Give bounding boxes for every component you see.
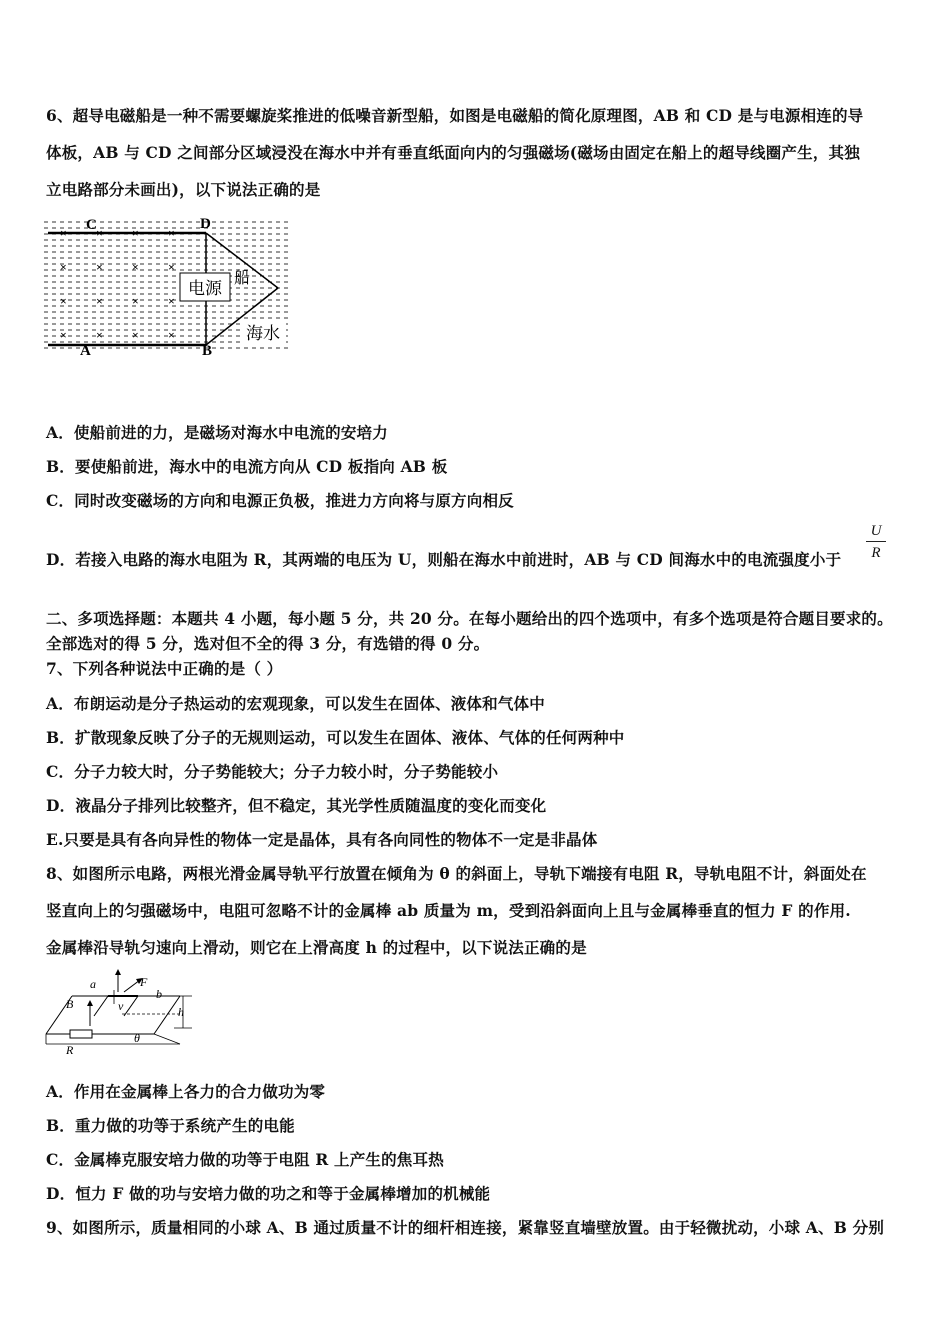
svg-text:×: × bbox=[96, 294, 103, 308]
label-theta: θ bbox=[134, 1031, 140, 1045]
q8-incline-rail-diagram bbox=[42, 968, 202, 1060]
q7-option-e: E.只要是具有各向异性的物体一定是晶体，具有各向同性的物体不一定是非晶体 bbox=[46, 830, 598, 849]
fraction-u-over-r bbox=[866, 521, 886, 564]
svg-text:×: × bbox=[168, 328, 175, 342]
svg-text:×: × bbox=[96, 328, 103, 342]
svg-text:×: × bbox=[96, 226, 103, 240]
section2-line-2: 全部选对的得 5 分，选对但不全的得 3 分，有选错的得 0 分。 bbox=[46, 634, 490, 653]
q8-option-a: A．作用在金属棒上各力的合力做功为零 bbox=[46, 1082, 326, 1101]
q8-stem-line-1: 8、如图所示电路，两根光滑金属导轨平行放置在倾角为 θ 的斜面上，导轨下端接有电阻 R，导轨电阻不计，斜面处在 bbox=[46, 864, 867, 883]
svg-text:×: × bbox=[168, 226, 175, 240]
label-c: C bbox=[86, 217, 97, 233]
label-d: D bbox=[200, 216, 211, 232]
power-source-label: 电源 bbox=[188, 279, 222, 298]
q6-stem-line-3: 立电路部分未画出)，以下说法正确的是 bbox=[46, 180, 321, 199]
svg-text:×: × bbox=[168, 294, 175, 308]
q8-stem-line-2: 竖直向上的匀强磁场中，电阻可忽略不计的金属棒 ab 质量为 m，受到沿斜面向上且与金属棒垂直的恒力 F 的作用. bbox=[46, 901, 851, 920]
q8-stem-line-3: 金属棒沿导轨匀速向上滑动，则它在上滑高度 h 的过程中，以下说法正确的是 bbox=[46, 938, 587, 957]
q7-stem: 7、下列各种说法中正确的是（ ） bbox=[46, 659, 283, 678]
q6-option-a: A．使船前进的力，是磁场对海水中电流的安培力 bbox=[46, 423, 388, 442]
svg-text:×: × bbox=[132, 260, 139, 274]
svg-text:×: × bbox=[132, 226, 139, 240]
q8-option-b: B．重力做的功等于系统产生的电能 bbox=[46, 1116, 295, 1135]
label-velocity-v: v bbox=[118, 999, 124, 1013]
fraction-numerator: U bbox=[866, 521, 886, 542]
q7-option-d: D．液晶分子排列比较整齐，但不稳定，其光学性质随温度的变化而变化 bbox=[46, 796, 547, 815]
q7-option-b: B．扩散现象反映了分子的无规则运动，可以发生在固体、液体、气体的任何两种中 bbox=[46, 728, 625, 747]
q6-ship-diagram bbox=[44, 213, 294, 358]
label-height-h: h bbox=[178, 1005, 184, 1019]
label-b: B bbox=[202, 343, 213, 358]
svg-text:×: × bbox=[60, 328, 67, 342]
label-force-f: F bbox=[140, 975, 148, 989]
label-sea: 海水 bbox=[246, 324, 280, 343]
q6-stem-line-2: 体板，AB 与 CD 之间部分区域浸没在海水中并有垂直纸面向内的匀强磁场(磁场由固定在船上的超导线圈产生，其独 bbox=[46, 143, 860, 162]
fraction-denominator: R bbox=[871, 545, 881, 561]
svg-text:×: × bbox=[60, 294, 67, 308]
q6-option-b: B．要使船前进，海水中的电流方向从 CD 板指向 AB 板 bbox=[46, 457, 448, 476]
q8-option-c: C．金属棒克服安培力做的功等于电阻 R 上产生的焦耳热 bbox=[46, 1150, 444, 1169]
label-a: A bbox=[80, 343, 91, 358]
svg-text:×: × bbox=[96, 260, 103, 274]
resistor-r bbox=[70, 1030, 92, 1038]
label-b-rod: b bbox=[156, 987, 162, 1001]
svg-text:×: × bbox=[168, 260, 175, 274]
q6-stem-line-1: 6、超导电磁船是一种不需要螺旋桨推进的低噪音新型船，如图是电磁船的简化原理图，AB 和 CD 是与电源相连的导 bbox=[46, 106, 864, 125]
q9-stem: 9、如图所示，质量相同的小球 A、B 通过质量不计的细杆相连接，紧靠竖直墙壁放置。由于轻微扰动，小球 A、B 分别 bbox=[46, 1218, 885, 1237]
q8-option-d: D．恒力 F 做的功与安培力做的功之和等于金属棒增加的机械能 bbox=[46, 1184, 491, 1203]
q6-option-d: D．若接入电路的海水电阻为 R，其两端的电压为 U，则船在海水中前进时，AB 与 CD 间海水中的电流强度小于 bbox=[46, 550, 842, 569]
q7-option-c: C．分子力较大时，分子势能较大；分子力较小时，分子势能较小 bbox=[46, 762, 499, 781]
svg-text:×: × bbox=[132, 328, 139, 342]
svg-text:×: × bbox=[132, 294, 139, 308]
svg-text:×: × bbox=[60, 226, 67, 240]
q6-option-c: C．同时改变磁场的方向和电源正负极，推进力方向将与原方向相反 bbox=[46, 491, 514, 510]
label-ship: 船 bbox=[234, 270, 251, 287]
label-a-rod: a bbox=[90, 977, 96, 991]
q7-option-a: A．布朗运动是分子热运动的宏观现象，可以发生在固体、液体和气体中 bbox=[46, 694, 545, 713]
svg-text:×: × bbox=[60, 260, 67, 274]
label-b-field: B bbox=[66, 997, 74, 1011]
label-resistor-r: R bbox=[66, 1043, 74, 1057]
section2-line-1: 二、多项选择题：本题共 4 小题，每小题 5 分，共 20 分。在每小题给出的四个选项中，有多个选项是符合题目要求的。 bbox=[46, 609, 893, 628]
